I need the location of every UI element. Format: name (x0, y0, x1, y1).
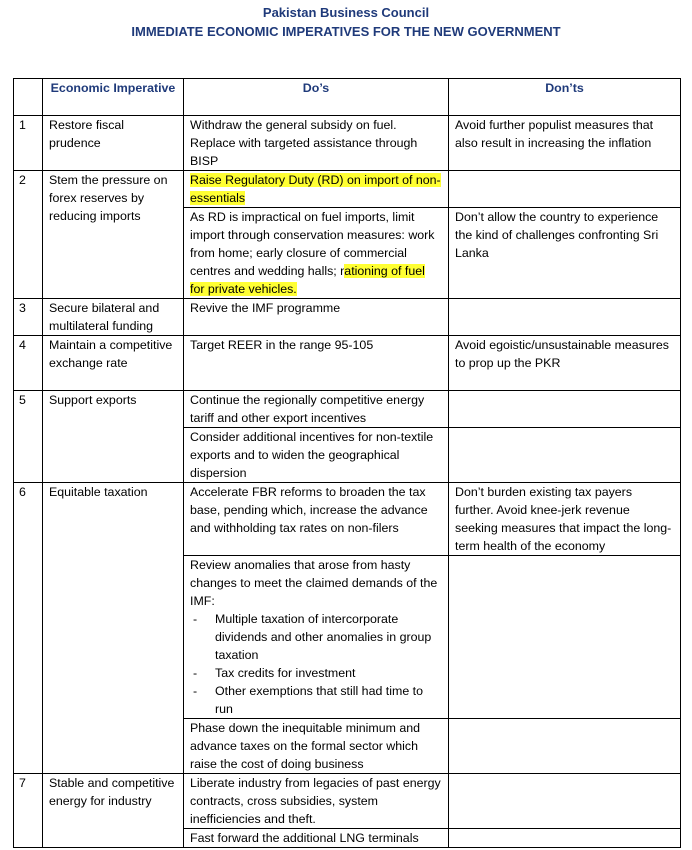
dos-cell: Liberate industry from legacies of past energy contracts, cross subsidies, system inefficiencies and theft. (184, 774, 449, 829)
anomalies-list (190, 610, 442, 718)
dos-cell: Accelerate FBR reforms to broaden the tax base, pending which, increase the advance and withholding tax rates on non-filers (184, 483, 449, 556)
dos-text: As RD is impractical on fuel imports, limit import through conservation measures: work from home; early closure of commercial centres and wedding halls; r (190, 210, 435, 278)
table-row (14, 391, 681, 428)
dos-cell: Target REER in the range 95-105 (184, 336, 449, 391)
table-row (14, 483, 681, 556)
imperative-cell: Restore fiscal prudence (43, 116, 184, 171)
donts-cell: Avoid egoistic/unsustainable measures to prop up the PKR (449, 336, 681, 391)
imperative-cell: Secure bilateral and multilateral funding (43, 299, 184, 336)
dos-intro: Review anomalies that arose from hasty changes to meet the claimed demands of the IMF: (190, 558, 438, 608)
imperative-cell: Support exports (43, 391, 184, 483)
donts-cell (449, 556, 681, 719)
table-row (14, 171, 681, 208)
imperative-cell: Stable and competitive energy for industry (43, 774, 184, 848)
dos-cell: Consider additional incentives for non-textile exports and to widen the geographical dispersion (184, 428, 449, 483)
imperative-cell: Equitable taxation (43, 483, 184, 774)
donts-cell: Avoid further populist measures that also result in increasing the inflation (449, 116, 681, 171)
donts-cell (449, 391, 681, 428)
row-number: 4 (14, 336, 43, 391)
list-item: - Multiple taxation of intercorporate dividends and other anomalies in group taxation (190, 610, 442, 664)
table-row (14, 774, 681, 829)
table-row (14, 116, 681, 171)
donts-cell (449, 299, 681, 336)
table-header-row (14, 79, 681, 116)
dos-cell (184, 208, 449, 299)
organization-name: Pakistan Business Council (262, 5, 430, 20)
column-header-imperative: Economic Imperative (43, 79, 184, 116)
list-item: - Other exemptions that still had time to run (190, 682, 442, 718)
donts-cell (449, 428, 681, 483)
column-header-number (14, 79, 43, 116)
imperatives-table (13, 78, 681, 848)
row-number: 3 (14, 299, 43, 336)
row-number: 5 (14, 391, 43, 483)
imperative-cell: Maintain a competitive exchange rate (43, 336, 184, 391)
list-item: - Tax credits for investment (190, 664, 442, 682)
column-header-donts: Don’ts (449, 79, 681, 116)
highlighted-text: Raise Regulatory Duty (RD) on import of non-essentials (190, 173, 441, 205)
row-number: 7 (14, 774, 43, 848)
donts-cell (449, 171, 681, 208)
dos-cell (184, 171, 449, 208)
donts-cell (449, 774, 681, 829)
donts-cell: Don’t allow the country to experience the kind of challenges confronting Sri Lanka (449, 208, 681, 299)
table-row (14, 336, 681, 391)
imperative-cell: Stem the pressure on forex reserves by reducing imports (43, 171, 184, 299)
table-row (14, 299, 681, 336)
row-number: 1 (14, 116, 43, 171)
dos-cell: Phase down the inequitable minimum and advance taxes on the formal sector which raise the cost of doing business (184, 719, 449, 774)
highlighted-text: ationing of fuel for private vehicles. (190, 264, 425, 296)
donts-cell (449, 829, 681, 848)
donts-cell: Don’t burden existing tax payers further. Avoid knee-jerk revenue seeking measures that impact the long-term health of the economy (449, 483, 681, 556)
dos-cell: Revive the IMF programme (184, 299, 449, 336)
document-title: IMMEDIATE ECONOMIC IMPERATIVES FOR THE NEW GOVERNMENT (131, 24, 561, 39)
row-number: 2 (14, 171, 43, 299)
column-header-dos: Do’s (184, 79, 449, 116)
dos-cell: Continue the regionally competitive energy tariff and other export incentives (184, 391, 449, 428)
dos-cell (184, 556, 449, 719)
dos-cell: Fast forward the additional LNG terminals (184, 829, 449, 848)
dos-cell: Withdraw the general subsidy on fuel. Replace with targeted assistance through BISP (184, 116, 449, 171)
row-number: 6 (14, 483, 43, 774)
donts-cell (449, 719, 681, 774)
